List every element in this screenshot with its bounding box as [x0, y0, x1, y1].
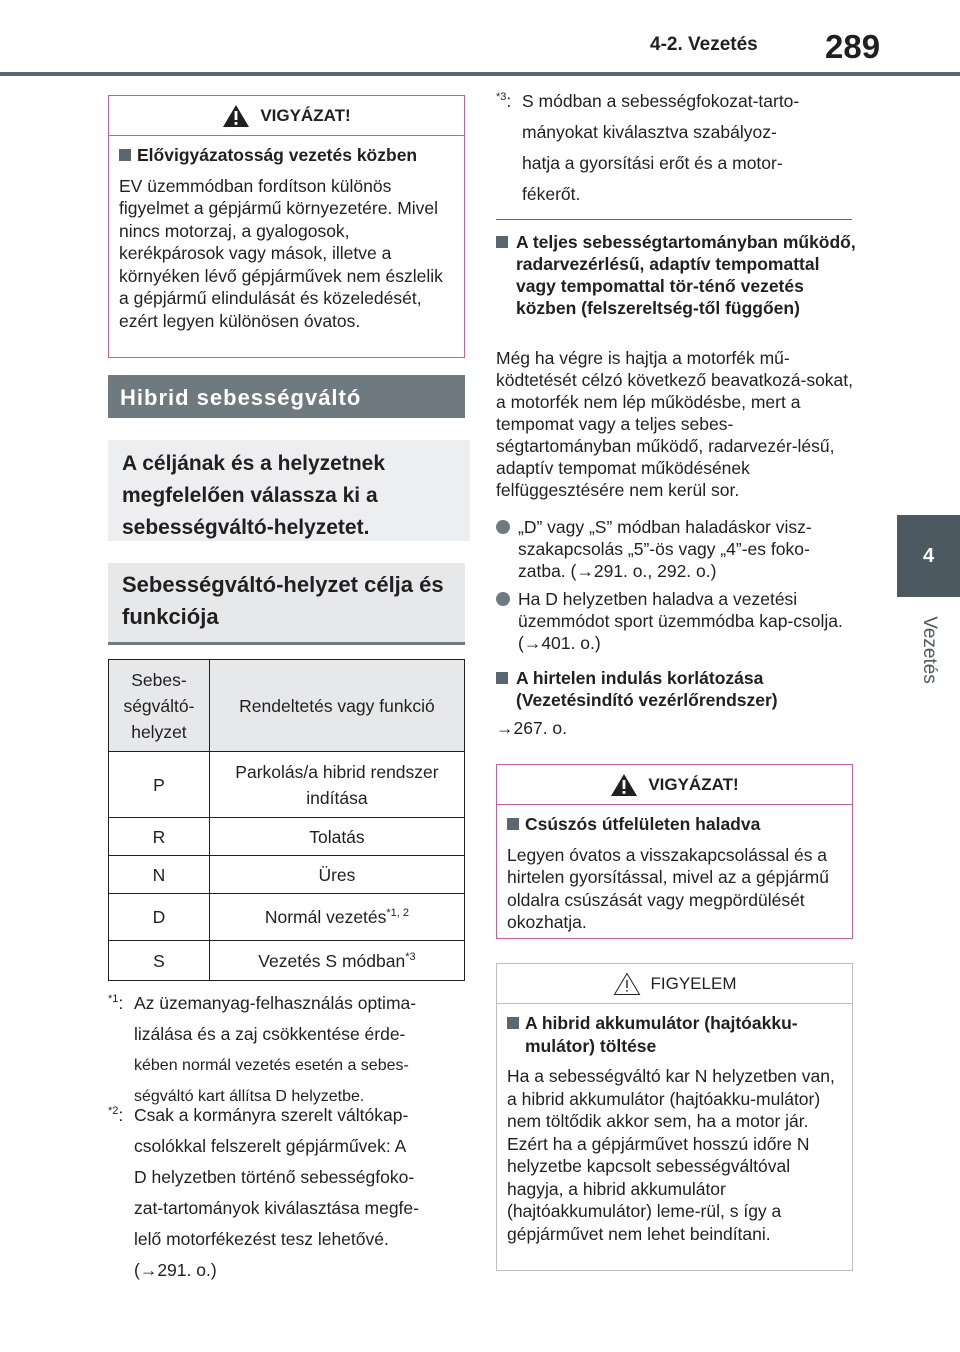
warning-triangle-icon [222, 104, 250, 128]
footnote-2: $^{*2}$: Csak a kormányra szerelt váltókap- csolókkal felszerelt gépjárművek: A D helyzetben történő sebességfoko- zat-tartományok kiválasztása megfe- lelő motorfékezést tesz lehetővé. (→291. o.) [108, 1105, 419, 1280]
list-item: Ha D helyzetben haladva a vezetési üzemmódot sport üzemmódba kap-csolja. (→401. o.) [496, 588, 856, 654]
shift-position-table [108, 659, 465, 981]
square-bullet-icon [507, 1017, 519, 1029]
table-cell-position: N [109, 856, 210, 894]
table-cell-position: R [109, 818, 210, 856]
square-bullet-icon [119, 149, 131, 161]
table-cell-position: S [109, 941, 210, 981]
warning-subheading: Csúszós útfelületen haladva [507, 813, 842, 836]
bullet-dot-icon [496, 520, 510, 534]
header-divider [0, 72, 960, 76]
table-row [109, 752, 465, 818]
caution-outline-triangle-icon [613, 972, 641, 996]
square-bullet-icon [507, 818, 519, 830]
shift-position-heading: Sebességváltó-helyzet célja és funkciója [108, 563, 465, 645]
notice-header [497, 964, 852, 1004]
hybrid-transmission-heading: Hibrid sebességváltó [108, 375, 465, 418]
warning-triangle-icon [610, 773, 638, 797]
warning-text: EV üzemmódban fordítson különös figyelmet a gépjármű környezetére. Mivel nincs motorzaj, a gyalogosok, kerékpárosok vagy mások, illetve a környéken lévő gépjárművek nem észlelik a gépjármű elindulását és közeledését, ezért legyen különösen óvatos. [119, 175, 443, 331]
warning-subheading: Elővigyázatosság vezetés közben [119, 144, 454, 167]
table-header-position: Sebes- ségváltó- helyzet [109, 660, 210, 752]
table-cell-function: Parkolás/a hibrid rendszer indítása [209, 752, 464, 818]
table-cell-function: Tolatás [209, 818, 464, 856]
full-range-body: Még ha végre is hajtja a motorfék mű-ködtetését célzó következő beavatkozá-sokat, a motorfék nem lép működésbe, mert a tempomat vagy a teljes sebes-ségtartományban működő, radarvezér-lésű, adaptív tempomat működésének felfüggesztésére nem kerül sor. [496, 348, 854, 500]
list-item: „D” vagy „S” módban haladáskor visz-szakapcsolás „5”-ös vagy „4”-es foko-zatba. (→291. o., 292. o.) [496, 516, 856, 582]
chapter-tab-number: 4 [897, 515, 960, 597]
warning-title: VIGYÁZAT! [260, 105, 351, 125]
warning-box-slippery [496, 764, 853, 939]
chapter-tab-label [897, 600, 960, 700]
square-bullet-icon [496, 236, 508, 248]
notice-box-battery [496, 963, 853, 1271]
warning-header [497, 765, 852, 805]
square-bullet-icon [496, 672, 508, 684]
page-number: 289 [825, 28, 881, 65]
table-cell-position: D [109, 894, 210, 941]
bullet-dot-icon [496, 592, 510, 606]
footnote-3: $^{*3}$: S módban a sebességfokozat-tarto- mányokat kiválasztva szabályoz- hatja a gyorsítási erőt és a motor- fékerőt. [496, 91, 800, 204]
footnote-ref: *3 [405, 950, 416, 963]
sudden-start-ref: →267. o. [496, 718, 568, 738]
table-header-row [109, 660, 465, 752]
table-cell-position: P [109, 752, 210, 818]
table-cell-function: Vezetés S módban$^{*3}$ [209, 941, 464, 981]
section-title: 4-2. Vezetés [650, 34, 758, 55]
notice-subheading: A hibrid akkumulátor (hajtóakku-mulátor) töltése [507, 1012, 842, 1057]
intro-box: A céljának és a helyzetnek megfelelően válassza ki a sebességváltó-helyzetet. [108, 440, 470, 541]
warning-title: VIGYÁZAT! [648, 774, 739, 794]
sudden-start-heading: A hirtelen indulás korlátozása (Vezetésindító vezérlőrendszer) [496, 667, 856, 711]
section-divider [496, 219, 852, 220]
footnote-1: $^{*1}$: Az üzemanyag-felhasználás optima- lizálása és a zaj csökkentése érde- kében normál vezetés esetén a sebes- ségváltó kart állítsa D helyzetbe. [108, 993, 417, 1105]
table-row [109, 856, 465, 894]
table-row [109, 894, 465, 941]
footnote-ref: *1, 2 [386, 907, 410, 920]
chapter-tab-label-text: Vezetés [918, 616, 940, 684]
notice-text: Ha a sebességváltó kar N helyzetben van, a hibrid akkumulátor (hajtóakku-mulátor) nem töltődik akkor sem, ha a motor jár. Ezért ha a gépjárművet hosszú időre N helyzetbe kapcsolt sebességváltóval hagyja, a hibrid akkumulátor (hajtóakkumulátor) leme-rül, s így a gépjárművet nem lehet beindítani. [507, 1066, 835, 1244]
warning-header [109, 96, 464, 136]
table-cell-function: Normál vezetés$^{*1, 2}$ [209, 894, 464, 941]
table-cell-function: Üres [209, 856, 464, 894]
notice-title: FIGYELEM [650, 973, 737, 993]
full-range-heading: A teljes sebességtartományban működő, radarvezérlésű, adaptív tempomattal vagy tempomattal tör-ténő vezetés közben (felszereltség-től függően) [496, 231, 856, 319]
table-header-function: Rendeltetés vagy funkció [209, 660, 464, 752]
table-row [109, 818, 465, 856]
warning-box-driving [108, 95, 465, 358]
warning-text: Legyen óvatos a visszakapcsolással és a hirtelen gyorsítással, mivel az a gépjármű oldalra csúszását vagy megpördülését okozhatja. [507, 844, 829, 932]
table-row [109, 941, 465, 981]
